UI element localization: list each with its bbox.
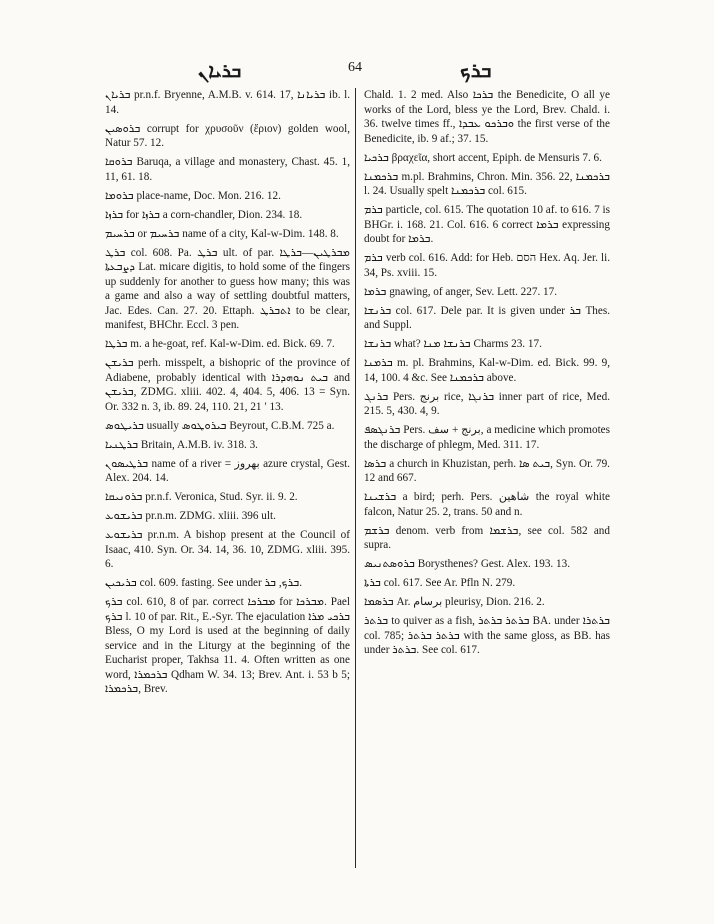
dictionary-entry: ܒܪܛܢܝܐ Britain, A.M.B. iv. 318. 3.	[105, 438, 258, 451]
dictionary-entry: ܒܪܟ col. 610, 8 of par. correct ܡܒܪܟܐ for ܡܒܪܟܐ. Pael ܒܪܟ l. 10 of par. Rit., E.-Syr. The ejaculation ܒܪܟܝ ܡܪܐ Bless, O my Lord is used at the beginning of daily service and in the Liturgy at the beginning of the Eucharist proper, Takhsa 11. 4. Often written as one word, ܒܪܟܡܪܐ Qdham W. 34. 13; Brev. Ant. i. 53 b 5; ܒܪܟܡܪܐ, Brev.	[105, 596, 350, 695]
page-number: 64	[348, 60, 362, 75]
dictionary-entry: ܒܪܛܝܣܘܢ name of a river = بهروز azure crystal, Gest. Alex. 204. 14.	[105, 457, 350, 484]
dictionary-entry: ܒܪܝܟܝܢ col. 609. fasting. See under ܒܪܟ, ܒܪ.	[105, 577, 303, 589]
dictionary-entry: ܒܪܘܣܬܢܝܣ Borysthenes? Gest. Alex. 193. 13.	[364, 558, 571, 570]
dictionary-entry: ܒܪܘܢܝܩܐ pr.n.f. Veronica, Stud. Syr. ii. 9. 2.	[105, 491, 298, 503]
running-head-left: ܒܪܝܐܢ	[198, 60, 242, 82]
dictionary-entry: ܒܪܟܝܐ βραχεῖα, short accent, Epiph. de Mensuris 7. 6.	[364, 151, 602, 164]
dictionary-entry: ܒܪܘܩܐ Baruqa, a village and monastery, Chast. 45. 1, 11, 61. 18.	[105, 156, 350, 183]
dictionary-entry: Chald. 1. 2 med. Also ܒܪܟܐ the Benedicite, O all ye works of the Lord, bless ye the Lord, Brev. Chald. i. 36. twelve times ff., ܘܒܪܟܘ ܥܒܕܐ the first verse of the Benedicite, ib. 9 af.; 37. 15.	[364, 89, 610, 145]
dictionary-entry: ܒܪܣܐ a church in Khuzistan, perh. ܒܝܬ ܣܐ, Syn. Or. 79. 12 and 667.	[364, 457, 610, 484]
dictionary-entry: ܒܪܝܛܘܣ usually ܒܝܪܘܛܘܣ Beyrout, C.B.M. 725 a.	[105, 419, 335, 432]
dictionary-entry: ܒܪܡ verb col. 616. Add: for Heb. הסם Hex. Aq. Jer. li. 34, Ps. xviii. 15.	[364, 252, 610, 279]
dictionary-entry: ܒܪܛܐ m. a he-goat, ref. Kal-w-Dim. ed. Bick. 69. 7.	[105, 338, 335, 350]
dictionary-entry: ܒܪܫܡ denom. verb from ܒܪܫܡܐ, see col. 582 and supra.	[364, 524, 610, 551]
dictionary-entry: ܒܪܘܡܐ place-name, Doc. Mon. 216. 12.	[105, 189, 281, 202]
dictionary-entry: ܒܪܝܫܢ perh. misspelt, a bishopric of the province of Adiabene, probably identical with ܒܝܬ ܢܘܗܕܪܐ and ܒܪܝܫܢ, ZDMG. xliii. 402. 4, 404. 5, 406. 13 = Syn. Or. 332 n. 3, ib. 89. 24, 110. 21, 21 ′ 13.	[105, 357, 350, 413]
dictionary-entry: ܒܪܬܐ col. 617. See Ar. Pfln N. 279.	[364, 577, 516, 589]
dictionary-entry: ܒܪܘܣܝܢ corrupt for χρυσοῦν (ἔριον) golden wool, Natur 57. 12.	[105, 122, 350, 149]
right-column	[364, 88, 610, 662]
dictionary-entry: ܒܪܡܐ gnawing, of anger, Sev. Lett. 227. 17.	[364, 285, 558, 298]
dictionary-entry: ܒܪܝܫܘܥ pr.n.m. ZDMG. xliii. 396 ult.	[105, 510, 276, 522]
dictionary-entry: ܒܪܝܫܘܥ pr.n.m. A bishop present at the Council of Isaac, 410. Syn. Or. 34. 14, 36. 10, ZDMG. xliii. 395. 6.	[105, 529, 350, 570]
dictionary-entry: ܒܪܢܫܐ what? ܒܪܢܫܐ ܡܢܐ Charms 23. 17.	[364, 338, 542, 350]
dictionary-entry: ܒܪܢܫܐ col. 617. Dele par. It is given under ܒܪ Thes. and Suppl.	[364, 304, 611, 331]
dictionary-entry: ܒܪܙܐ for ܒܪܙܐ a corn-chandler, Dion. 234. 18.	[105, 208, 303, 221]
dictionary-entry: ܒܪܢܓܣܦ Pers. برنج + سف, a medicine which promotes the discharge of phlegm, Med. 311. 17.	[364, 424, 610, 451]
dictionary-entry: ܒܪܟܡܢܐ m.pl. Brahmins, Chron. Min. 356. 22, ܒܪܟܡܢܐ l. 24. Usually spelt ܒܪܟܡܢܐ col. 615.	[364, 170, 610, 197]
dictionary-entry: ܒܪܛ col. 608. Pa. ܒܪܛ ult. of par. ܡܒܪܛܝܢ—ܒܪܛܐ ܕܨܒܥܬܐ Lat. micare digitis, to hold some of the fingers up suddenly for another to guess how many; this was a game and also a way of settling doubtful matters, Jac. Edes. Can. 27. 20. Ettaph. ܐܬܒܪܛ to be clear, manifest, BHChr. Eccl. 3 pen.	[105, 246, 351, 331]
dictionary-entry: ܒܪܢܓ Pers. برنج rice, ܒܪܢܓܐ inner part of rice, Med. 215. 5, 430. 4, 9.	[364, 390, 610, 417]
column-divider	[355, 88, 356, 868]
left-column	[105, 88, 350, 701]
dictionary-entry: ܒܪܚܝܡ or ܒܪܚܝܡ name of a city, Kal-w-Dim. 148. 8.	[105, 227, 339, 240]
running-head-right: ܒܪܟ	[460, 58, 492, 82]
dictionary-entry: ܒܪܡ particle, col. 615. The quotation 10 af. to 616. 7 is BHGr. i. 168. 21. Col. 616. 6 correct ܒܪܡܐ expressing doubt for ܒܪܡܐ.	[364, 204, 610, 245]
dictionary-entry: ܒܪܝܐܢ pr.n.f. Bryenne, A.M.B. v. 614. 17, ܒܪܝܐܢܐ ib. l. 14.	[105, 89, 350, 116]
dictionary-entry: ܒܪܫܝܢܐ a bird; perh. Pers. شاهین the royal white falcon, Natur 25. 2, trans. 50 and n.	[364, 491, 610, 518]
dictionary-entry: ܒܪܬܪ to quiver as a fish, ܒܪܬܪ ܒܪܬܪ BA. under ܒܪܬܪܐ col. 785; ܒܪܬܪ ܒܪܬܪ with the same gloss, as BB. has under ܒܪܬܪ. See col. 617.	[364, 615, 610, 656]
dictionary-entry: ܒܪܣܡܐ Ar. برسام pleurisy, Dion. 216. 2.	[364, 596, 545, 608]
dictionary-entry: ܒܪܡܢܐ m. pl. Brahmins, Kal-w-Dim. ed. Bick. 99. 9, 14, 100. 4 &c. See ܒܪܟܡܢܐ above.	[364, 357, 610, 384]
